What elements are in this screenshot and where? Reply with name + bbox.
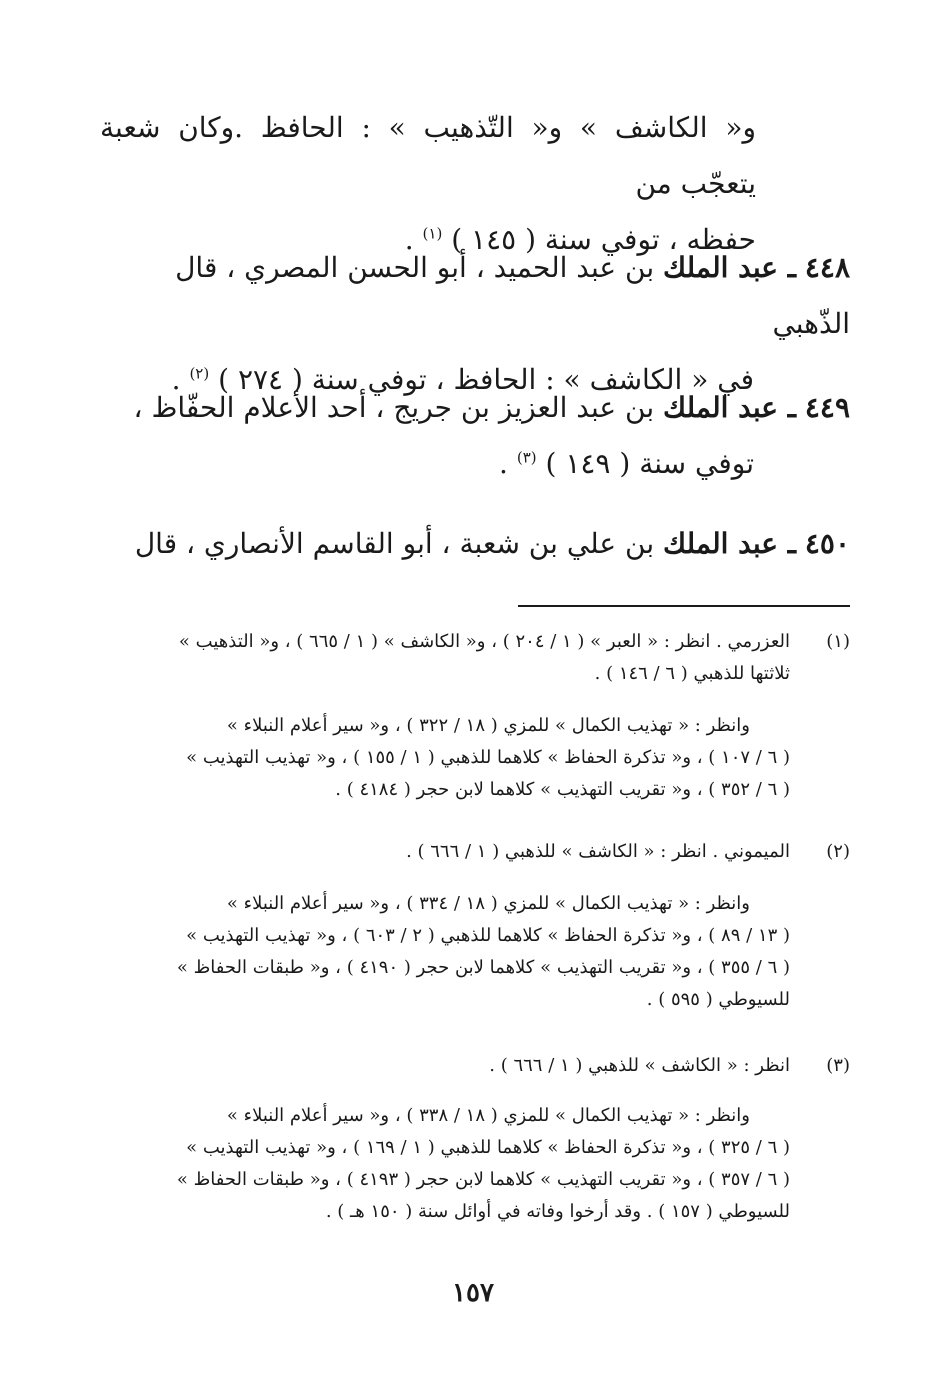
- paragraph-line: و« الكاشف » و« التّذهيب » : الحافظ .وكان شعبة يتعجّب من: [100, 111, 756, 200]
- footnote-line: العزرمي . انظر : « العبر » ( ١ / ٢٠٤ ) ، و« الكاشف » ( ١ / ٦٦٥ ) ، و« التذهيب »: [178, 631, 790, 652]
- entry-450: [94, 516, 850, 572]
- page-number: ١٥٧: [452, 1278, 494, 1308]
- full-stop: .: [499, 447, 508, 480]
- footnote-line: للسيوطي ( ٥٩٥ ) .: [646, 989, 790, 1010]
- footnote-1-refs: [94, 710, 850, 806]
- footnote-number: (٢): [826, 841, 850, 862]
- entry-text: بن علي بن شعبة ، أبو القاسم الأنصاري ، قال: [134, 527, 655, 560]
- footnote-number: (١): [826, 631, 850, 652]
- entry-text: في « الكاشف » : الحافظ ، توفي سنة ( ٢٧٤ ): [218, 363, 754, 396]
- footnote-line: ( ٦ / ١٠٧ ) ، و« تذكرة الحفاظ » كلاهما للذهبي ( ١ / ١٥٥ ) ، و« تهذيب التهذيب »: [186, 747, 790, 768]
- footnote-line: ( ٦ / ٣٥٢ ) ، و« تقريب التهذيب » كلاهما لابن حجر ( ٤١٨٤ ) .: [335, 779, 790, 800]
- footnote-1: [94, 626, 850, 690]
- entry-line: [94, 240, 850, 352]
- entry-449: [94, 380, 850, 492]
- entry-line: [94, 436, 850, 492]
- footnote-separator: [518, 605, 850, 607]
- footnote-line: ( ٦ / ٣٥٧ ) ، و« تقريب التهذيب » كلاهما لابن حجر ( ٤١٩٣ ) ، و« طبقات الحفاظ »: [176, 1169, 790, 1190]
- entry-dash: ـ: [778, 527, 796, 560]
- full-stop: .: [171, 363, 181, 396]
- full-stop: .: [404, 223, 414, 256]
- footnote-line: ( ٦ / ٣٢٥ ) ، و« تذكرة الحفاظ » كلاهما للذهبي ( ١ / ١٦٩ ) ، و« تهذيب التهذيب »: [186, 1137, 790, 1158]
- footnote-marker[interactable]: (٢): [189, 364, 210, 383]
- footnote-line: ثلاثتها للذهبي ( ٦ / ١٤٦ ) .: [594, 663, 790, 684]
- entry-text: بن عبد الحميد ، أبو الحسن المصري ، قال الذّهبي: [175, 251, 850, 340]
- footnote-head: [94, 836, 850, 868]
- entry-line: [94, 516, 850, 572]
- footnote-number: (٣): [826, 1055, 850, 1076]
- entry-line: [94, 380, 850, 436]
- entry-name: عبد الملك: [663, 527, 779, 560]
- footnote-marker[interactable]: (٣): [516, 448, 537, 467]
- paragraph-line-text: حفظه ، توفي سنة ( ١٤٥ ): [451, 223, 756, 256]
- entry-number: ٤٥٠: [804, 527, 850, 560]
- footnote-line: ( ٦ / ٣٥٥ ) ، و« تقريب التهذيب » كلاهما لابن حجر ( ٤١٩٠ ) ، و« طبقات الحفاظ »: [176, 957, 790, 978]
- entry-dash: ـ: [778, 391, 796, 424]
- footnote-line: وانظر : « تهذيب الكمال » للمزي ( ١٨ / ٣٢٢ ) ، و« سير أعلام النبلاء »: [226, 715, 750, 736]
- footnote-line: الميموني . انظر : « الكاشف » للذهبي ( ١ / ٦٦٦ ) .: [406, 841, 790, 862]
- entry-text: توفي سنة ( ١٤٩ ): [545, 447, 754, 480]
- entry-number: ٤٤٩: [804, 391, 850, 424]
- entry-name: عبد الملك: [663, 251, 779, 284]
- entry-text: بن عبد العزيز بن جريج ، أحد الأعلام الحفّاظ ،: [133, 391, 655, 424]
- footnote-line: ( ١٣ / ٨٩ ) ، و« تذكرة الحفاظ » كلاهما للذهبي ( ٢ / ٦٠٣ ) ، و« تهذيب التهذيب »: [186, 925, 790, 946]
- footnote-2-refs: [94, 888, 850, 1016]
- entry-name: عبد الملك: [663, 391, 779, 424]
- footnote-line: وانظر : « تهذيب الكمال » للمزي ( ١٨ / ٣٣٤ ) ، و« سير أعلام النبلاء »: [226, 893, 750, 914]
- footnote-marker[interactable]: (١): [422, 224, 443, 243]
- footnote-head: [94, 1050, 850, 1082]
- footnote-2: [94, 836, 850, 868]
- footnote-3: [94, 1050, 850, 1082]
- entry-dash: ـ: [778, 251, 796, 284]
- footnote-line: وانظر : « تهذيب الكمال » للمزي ( ١٨ / ٣٣٨ ) ، و« سير أعلام النبلاء »: [226, 1105, 750, 1126]
- entry-number: ٤٤٨: [804, 251, 850, 284]
- footnote-3-refs: [94, 1100, 850, 1228]
- footnote-line: للسيوطي ( ١٥٧ ) . وقد أرخوا وفاته في أوائل سنة ( ١٥٠ هـ ) .: [325, 1201, 790, 1222]
- footnote-line: انظر : « الكاشف » للذهبي ( ١ / ٦٦٦ ) .: [489, 1055, 790, 1076]
- footnote-head: [94, 626, 850, 690]
